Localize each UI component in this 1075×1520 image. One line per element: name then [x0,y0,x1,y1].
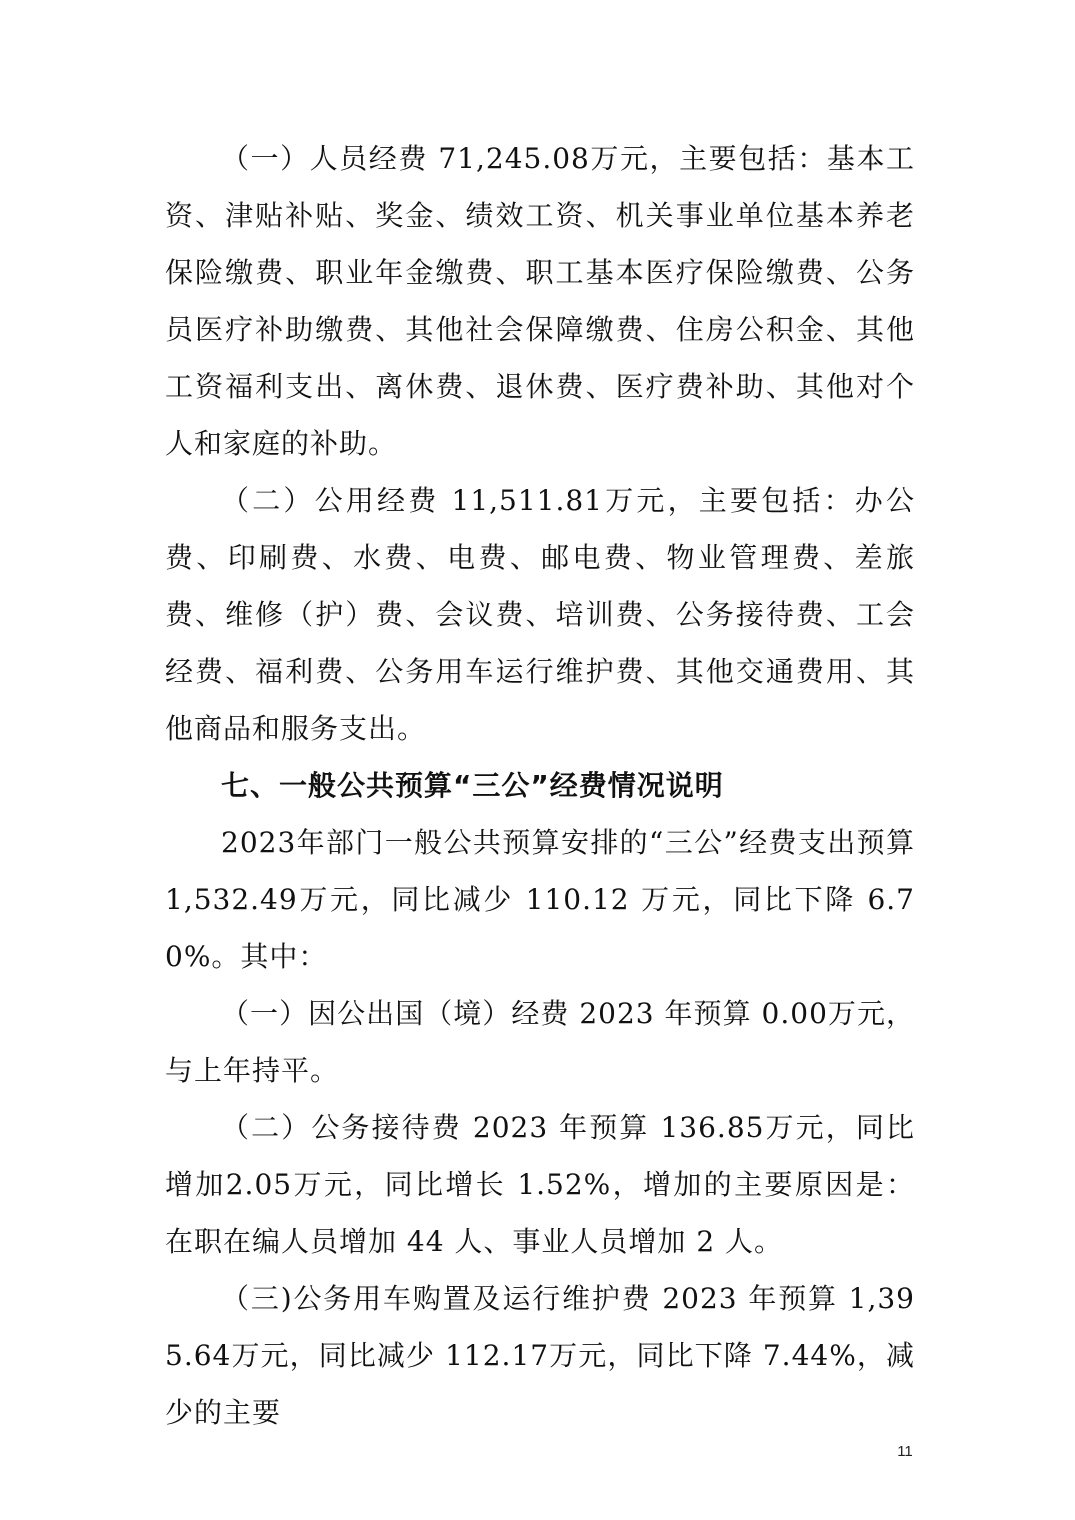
paragraph-three-public-summary: 2023年部门一般公共预算安排的“三公”经费支出预算1,532.49万元，同比减少 110.12 万元，同比下降 6.70%。其中： [165,826,915,973]
paragraph-official-vehicles: （三)公务用车购置及运行维护费 2023 年预算 1,395.64万元，同比减少 112.17万元，同比下降 7.44%，减少的主要 [165,1282,915,1429]
page-number: 11 [897,1443,913,1460]
paragraph-official-reception: （二）公务接待费 2023 年预算 136.85万元，同比增加2.05万元，同比增长 1.52%，增加的主要原因是：在职在编人员增加 44 人、事业人员增加 2 人。 [165,1111,915,1258]
document-body [165,130,915,1441]
paragraph-public-expenses: （二）公用经费 11,511.81万元，主要包括：办公费、印刷费、水费、电费、邮电费、物业管理费、差旅费、维修（护）费、会议费、培训费、公务接待费、工会经费、福利费、公务用车运行维护费、其他交通费用、其他商品和服务支出。 [165,484,915,745]
paragraph-personnel-expenses: （一）人员经费 71,245.08万元，主要包括：基本工资、津贴补贴、奖金、绩效工资、机关事业单位基本养老保险缴费、职业年金缴费、职工基本医疗保险缴费、公务员医疗补助缴费、其他社会保障缴费、住房公积金、其他工资福利支出、离休费、退休费、医疗费补助、其他对个人和家庭的补助。 [165,142,915,460]
section-heading-three-public-expenses: 七、一般公共预算“三公”经费情况说明 [221,769,724,802]
paragraph-overseas-travel: （一）因公出国（境）经费 2023 年预算 0.00万元，与上年持平。 [165,997,915,1087]
